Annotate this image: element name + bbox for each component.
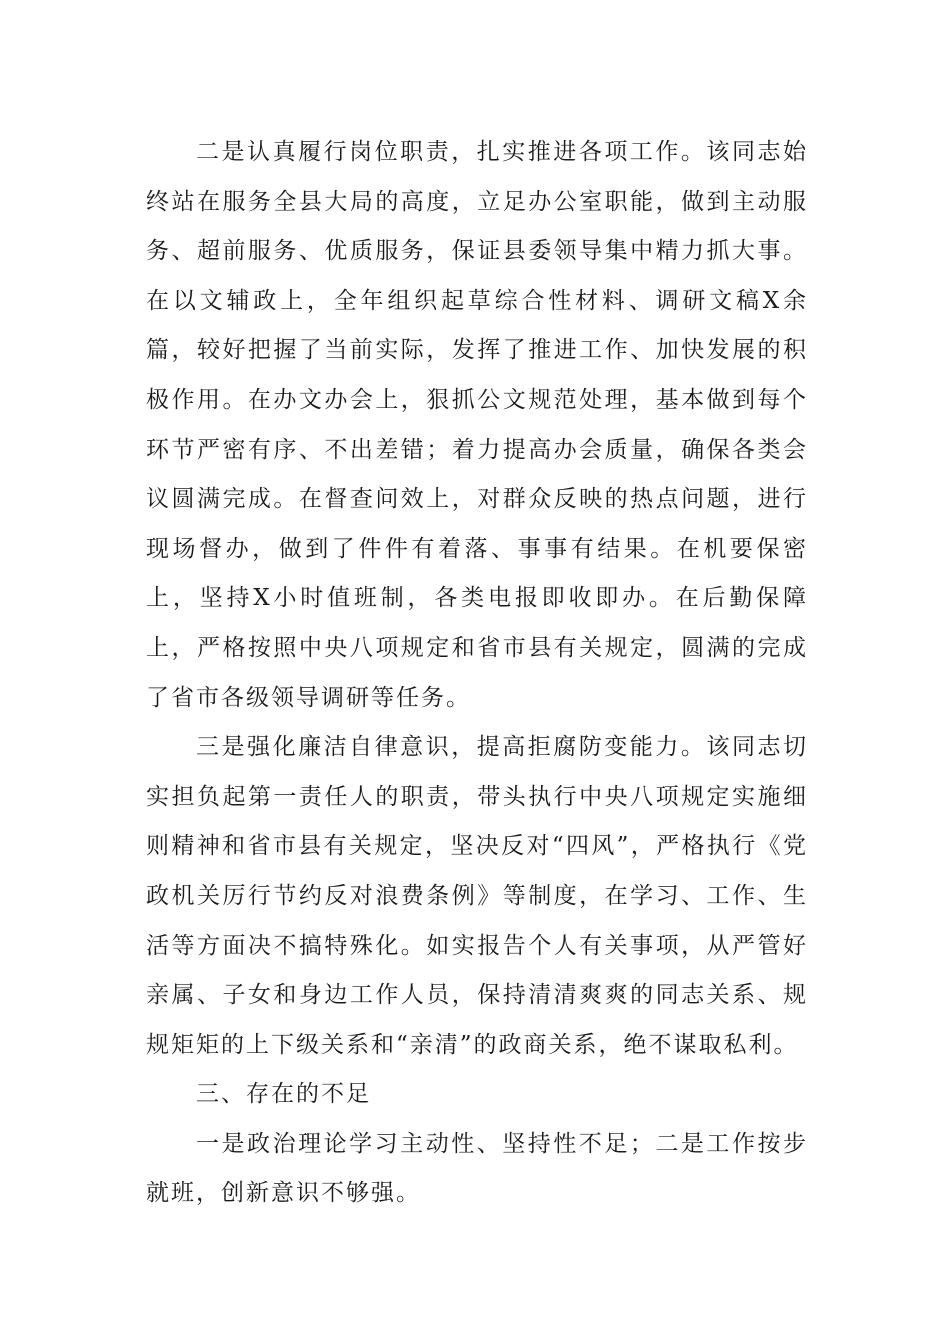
document-body xyxy=(146,128,808,1219)
paragraph-integrity: 三是强化廉洁自律意识，提高拒腐防变能力。该同志切实担负起第一责任人的职责，带头执行中央八项规定实施细则精神和省市县有关规定，坚决反对“四风”，严格执行《党政机关厉行节约反对浪费条例》等制度，在学习、工作、生活等方面决不搞特殊化。如实报告个人有关事项，从严管好亲属、子女和身边工作人员，保持清清爽爽的同志关系、规规矩矩的上下级关系和“亲清”的政商关系，绝不谋取私利。 xyxy=(146,734,808,1058)
paragraph-job-duties: 二是认真履行岗位职责，扎实推进各项工作。该同志始终站在服务全县大局的高度，立足办公室职能，做到主动服务、超前服务、优质服务，保证县委领导集中精力抓大事。在以文辅政上，全年组织起草综合性材料、调研文稿X余篇，较好把握了当前实际，发挥了推进工作、加快发展的积极作用。在办文办会上，狠抓公文规范处理，基本做到每个环节严密有序、不出差错；着力提高办会质量，确保各类会议圆满完成。在督查问效上，对群众反映的热点问题，进行现场督办，做到了件件有着落、事事有结果。在机要保密上，坚持X小时值班制，各类电报即收即办。在后勤保障上，严格按照中央八项规定和省市县有关规定，圆满的完成了省市各级领导调研等任务。 xyxy=(146,139,808,711)
section-heading-shortcomings: 三、存在的不足 xyxy=(196,1081,371,1108)
paragraph-shortcomings: 一是政治理论学习主动性、坚持性不足；二是工作按步就班，创新意识不够强。 xyxy=(146,1130,808,1207)
